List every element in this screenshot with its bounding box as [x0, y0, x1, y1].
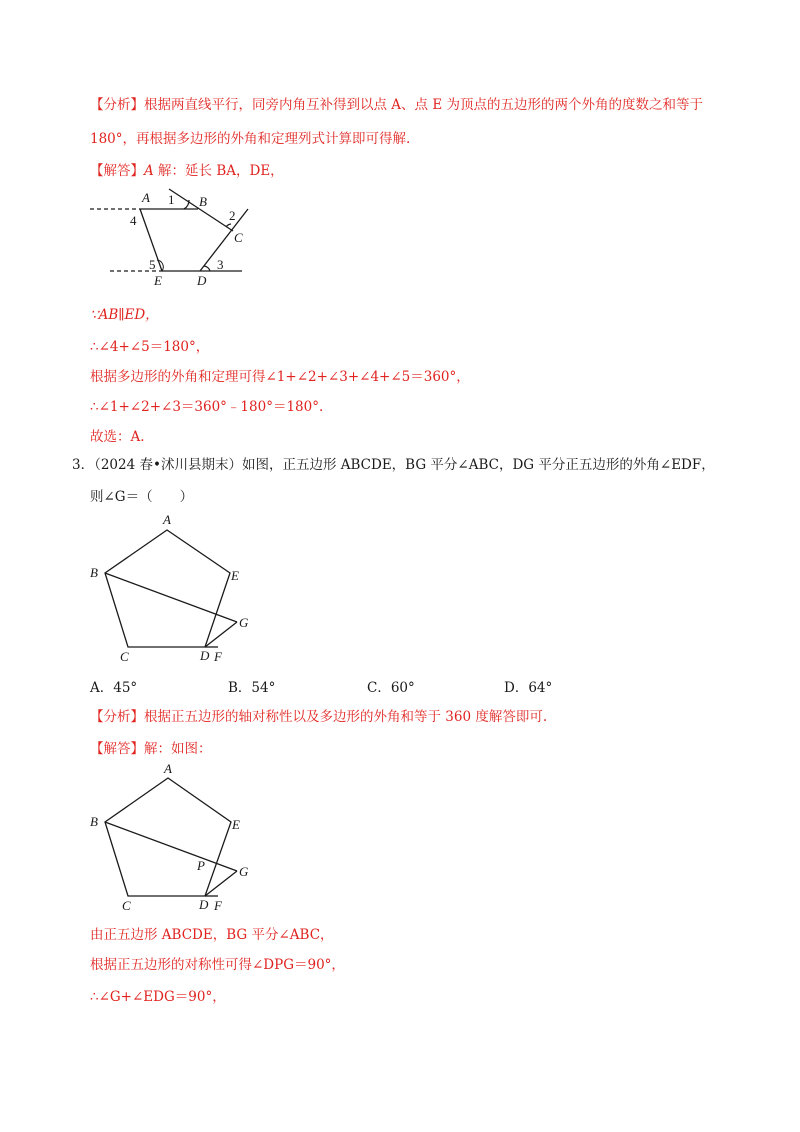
fig2-label-E: E [231, 568, 239, 583]
option-d[interactable]: D．64° [504, 680, 553, 696]
fig1-label-2: 2 [229, 208, 236, 223]
solution3-line-1: 由正五边形 ABCDE，BG 平分∠ABC， [90, 927, 334, 943]
figure-pentagon-point-p [80, 760, 280, 915]
answer3-tag: 【解答】 [90, 741, 144, 757]
fig1-label-5: 5 [149, 257, 156, 272]
fig2-label-D: D [200, 648, 210, 663]
fig3-label-F: F [214, 898, 222, 913]
figure-pentagon-bisectors [80, 510, 280, 665]
fig1-label-3: 3 [217, 257, 224, 272]
solution1-line-4: ∴∠1+∠2+∠3＝360°﹣180°＝180°. [90, 399, 324, 415]
option-a[interactable]: A．45° [90, 680, 138, 696]
fig3-label-G: G [239, 864, 249, 879]
fig3-label-C: C [122, 898, 131, 913]
solution1-line-1: ∵AB∥ED， [90, 307, 159, 323]
fig1-label-A: A [142, 190, 150, 205]
analysis-text-1: 根据两直线平行，同旁内角互补得到以点 A、点 E 为顶点的五边形的两个外角的度数之和等于 [144, 97, 703, 113]
answer3-text: 解：如图： [144, 741, 212, 757]
fig1-label-D: D [197, 273, 207, 288]
fig2-label-C: C [120, 649, 129, 664]
solution3-line-3: ∴∠G+∠EDG＝90°， [90, 989, 226, 1005]
fig1-label-C: C [234, 230, 243, 245]
answer-tag: 【解答】 [90, 163, 144, 179]
analysis3-tag: 【分析】 [90, 709, 144, 725]
analysis3-text: 根据正五边形的轴对称性以及多边形的外角和等于 360 度解答即可. [144, 709, 548, 725]
solution3-line-2: 根据正五边形的对称性可得∠DPG＝90°， [90, 957, 345, 973]
fig3-label-A: A [164, 761, 172, 776]
option-c[interactable]: C．60° [367, 680, 415, 696]
analysis3-line [90, 708, 547, 726]
fig1-label-4: 4 [130, 213, 137, 228]
fig1-label-B: B [199, 194, 207, 209]
fig3-label-P: P [197, 858, 205, 873]
option-b[interactable]: B．54° [228, 680, 276, 696]
fig2-label-B: B [90, 565, 98, 580]
fig2-label-A: A [163, 512, 171, 527]
fig1-label-1: 1 [168, 192, 175, 207]
fig3-label-B: B [90, 814, 98, 829]
question3-line-1 [72, 456, 715, 474]
question-number: 3． [72, 457, 95, 473]
fig3-label-E: E [232, 817, 240, 832]
fig2-label-G: G [239, 615, 249, 630]
analysis-line-1 [90, 96, 703, 114]
answer-line-1 [90, 162, 284, 180]
question3-line-2: 则∠G＝（ ） [90, 489, 194, 505]
solution1-line-5: 故选：A. [90, 429, 145, 445]
answer-text: 解：延长 BA，DE， [153, 163, 284, 179]
analysis-line-2: 180°，再根据多边形的外角和定理列式计算即可得解. [90, 131, 411, 147]
figure-pentagon-extended [80, 180, 280, 290]
fig1-label-E: E [154, 273, 162, 288]
answer3-line [90, 740, 212, 758]
analysis-tag: 【分析】 [90, 97, 144, 113]
solution1-line-3: 根据多边形的外角和定理可得∠1+∠2+∠3+∠4+∠5＝360°， [90, 369, 470, 385]
fig2-label-F: F [214, 649, 222, 664]
fig3-label-D: D [199, 897, 209, 912]
answer-choice: A [144, 163, 154, 179]
solution1-line-2: ∴∠4+∠5＝180°， [90, 339, 210, 355]
question3-text: （2024 春•沭川县期末）如图，正五边形 ABCDE，BG 平分∠ABC，DG 平分正五边形的外角∠EDF， [94, 457, 715, 473]
